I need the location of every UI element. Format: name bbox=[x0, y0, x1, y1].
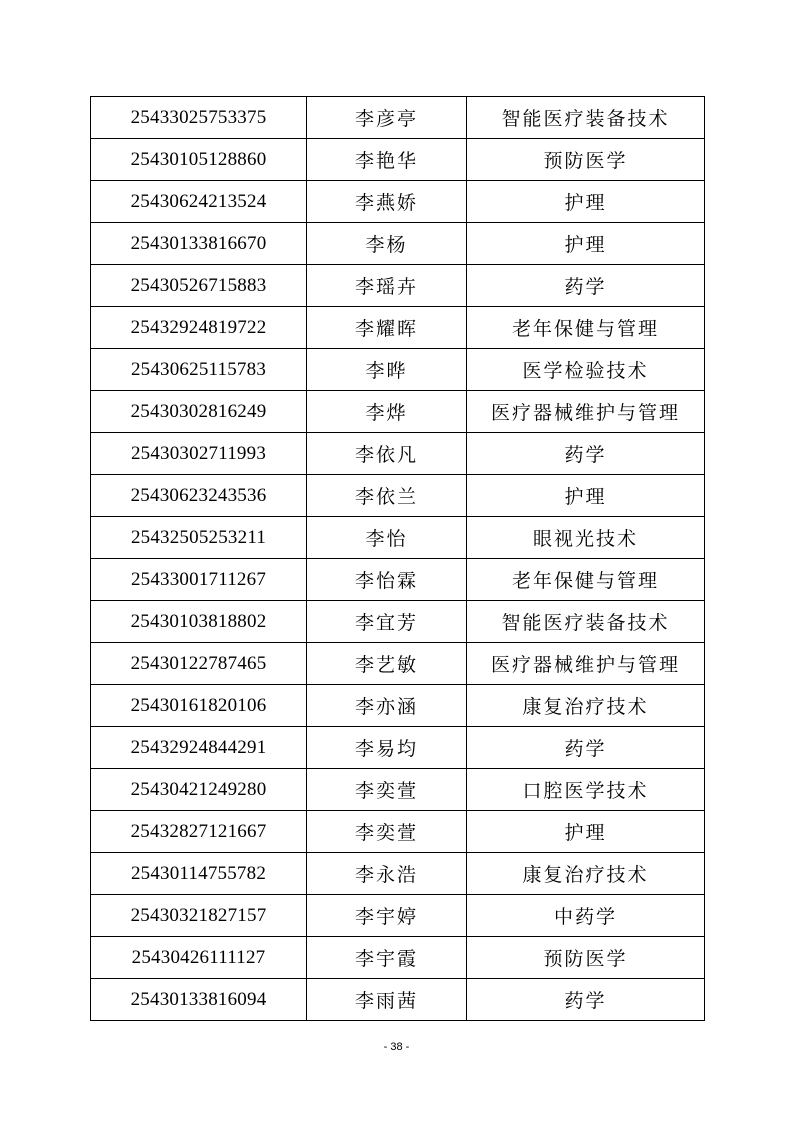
student-name-cell: 李亦涵 bbox=[307, 685, 467, 727]
table-row bbox=[91, 433, 705, 475]
table-row bbox=[91, 937, 705, 979]
student-name-cell: 李耀晖 bbox=[307, 307, 467, 349]
major-cell: 护理 bbox=[467, 181, 705, 223]
table-row bbox=[91, 769, 705, 811]
student-name-cell: 李宇婷 bbox=[307, 895, 467, 937]
student-name-cell: 李宜芳 bbox=[307, 601, 467, 643]
major-cell: 药学 bbox=[467, 265, 705, 307]
major-cell: 口腔医学技术 bbox=[467, 769, 705, 811]
major-cell: 康复治疗技术 bbox=[467, 853, 705, 895]
student-id-cell: 25430302816249 bbox=[91, 391, 307, 433]
major-cell: 药学 bbox=[467, 979, 705, 1021]
student-id-cell: 25430421249280 bbox=[91, 769, 307, 811]
student-roster-table bbox=[90, 96, 705, 1021]
student-name-cell: 李杨 bbox=[307, 223, 467, 265]
student-id-cell: 25432827121667 bbox=[91, 811, 307, 853]
major-cell: 预防医学 bbox=[467, 139, 705, 181]
table-row bbox=[91, 853, 705, 895]
table-row bbox=[91, 223, 705, 265]
major-cell: 预防医学 bbox=[467, 937, 705, 979]
student-id-cell: 25432924844291 bbox=[91, 727, 307, 769]
student-name-cell: 李宇霞 bbox=[307, 937, 467, 979]
major-cell: 老年保健与管理 bbox=[467, 307, 705, 349]
student-id-cell: 25430133816094 bbox=[91, 979, 307, 1021]
student-name-cell: 李怡霖 bbox=[307, 559, 467, 601]
student-name-cell: 李奕萱 bbox=[307, 811, 467, 853]
major-cell: 中药学 bbox=[467, 895, 705, 937]
student-id-cell: 25430161820106 bbox=[91, 685, 307, 727]
major-cell: 智能医疗装备技术 bbox=[467, 601, 705, 643]
table-row bbox=[91, 559, 705, 601]
student-name-cell: 李艳华 bbox=[307, 139, 467, 181]
student-id-cell: 25433001711267 bbox=[91, 559, 307, 601]
student-name-cell: 李烨 bbox=[307, 391, 467, 433]
student-name-cell: 李依凡 bbox=[307, 433, 467, 475]
student-name-cell: 李晔 bbox=[307, 349, 467, 391]
table-row bbox=[91, 685, 705, 727]
student-name-cell: 李易均 bbox=[307, 727, 467, 769]
student-id-cell: 25430122787465 bbox=[91, 643, 307, 685]
student-name-cell: 李燕娇 bbox=[307, 181, 467, 223]
major-cell: 护理 bbox=[467, 475, 705, 517]
table-row bbox=[91, 391, 705, 433]
page-number: - 38 - bbox=[383, 1041, 410, 1053]
table-row bbox=[91, 895, 705, 937]
major-cell: 医疗器械维护与管理 bbox=[467, 643, 705, 685]
major-cell: 康复治疗技术 bbox=[467, 685, 705, 727]
table-row bbox=[91, 181, 705, 223]
table-row bbox=[91, 979, 705, 1021]
student-name-cell: 李永浩 bbox=[307, 853, 467, 895]
major-cell: 护理 bbox=[467, 223, 705, 265]
student-id-cell: 25430426111127 bbox=[91, 937, 307, 979]
student-id-cell: 25430624213524 bbox=[91, 181, 307, 223]
major-cell: 智能医疗装备技术 bbox=[467, 97, 705, 139]
student-id-cell: 25433025753375 bbox=[91, 97, 307, 139]
student-id-cell: 25432924819722 bbox=[91, 307, 307, 349]
major-cell: 医学检验技术 bbox=[467, 349, 705, 391]
table-row bbox=[91, 307, 705, 349]
table-row bbox=[91, 601, 705, 643]
major-cell: 药学 bbox=[467, 433, 705, 475]
student-id-cell: 25430114755782 bbox=[91, 853, 307, 895]
student-id-cell: 25430302711993 bbox=[91, 433, 307, 475]
table-row bbox=[91, 643, 705, 685]
table-row bbox=[91, 97, 705, 139]
table-row bbox=[91, 139, 705, 181]
student-id-cell: 25432505253211 bbox=[91, 517, 307, 559]
student-name-cell: 李彦亭 bbox=[307, 97, 467, 139]
table-row bbox=[91, 265, 705, 307]
table-row bbox=[91, 517, 705, 559]
major-cell: 眼视光技术 bbox=[467, 517, 705, 559]
student-id-cell: 25430625115783 bbox=[91, 349, 307, 391]
student-name-cell: 李奕萱 bbox=[307, 769, 467, 811]
student-id-cell: 25430321827157 bbox=[91, 895, 307, 937]
student-id-cell: 25430623243536 bbox=[91, 475, 307, 517]
major-cell: 老年保健与管理 bbox=[467, 559, 705, 601]
student-name-cell: 李雨茜 bbox=[307, 979, 467, 1021]
student-name-cell: 李艺敏 bbox=[307, 643, 467, 685]
table-row bbox=[91, 727, 705, 769]
table-row bbox=[91, 349, 705, 391]
student-name-cell: 李怡 bbox=[307, 517, 467, 559]
table-row bbox=[91, 811, 705, 853]
student-name-cell: 李瑶卉 bbox=[307, 265, 467, 307]
roster-body bbox=[91, 97, 705, 1021]
student-id-cell: 25430103818802 bbox=[91, 601, 307, 643]
major-cell: 护理 bbox=[467, 811, 705, 853]
student-id-cell: 25430105128860 bbox=[91, 139, 307, 181]
major-cell: 药学 bbox=[467, 727, 705, 769]
student-id-cell: 25430526715883 bbox=[91, 265, 307, 307]
table-row bbox=[91, 475, 705, 517]
student-name-cell: 李依兰 bbox=[307, 475, 467, 517]
major-cell: 医疗器械维护与管理 bbox=[467, 391, 705, 433]
student-id-cell: 25430133816670 bbox=[91, 223, 307, 265]
